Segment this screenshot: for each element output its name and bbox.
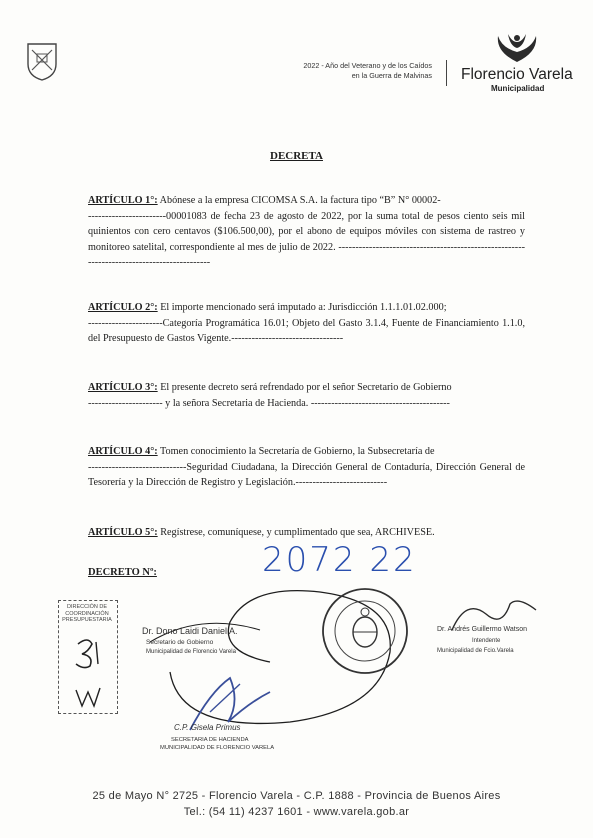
article-text: Tomen conocimiento la Secretaría de Gobierno, la Subsecretaría de -----------------------------Seguridad Ciudadana, la Dirección General de Contaduría, Dirección General de Tesorería y la Dirección de Registro y Legislación.---------------------------: [88, 446, 525, 488]
signer-2-name: C.P. Gisela Primus: [174, 723, 241, 732]
decree-label: DECRETO Nº:: [88, 567, 157, 578]
article-3: [88, 380, 525, 411]
footer-address: 25 de Mayo N° 2725 - Florencio Varela - C.P. 1888 - Provincia de Buenos Aires: [92, 790, 501, 802]
footer-contact: Tel.: (54 11) 4237 1601 - www.varela.gob.ar: [183, 806, 410, 818]
municipality-logo-icon: [494, 30, 540, 64]
motto-line-2: en la Guerra de Malvinas: [351, 71, 432, 80]
budget-stamp-text: DIRECCIÓN DE COORDINACIÓN PRESUPUESTARIA: [62, 604, 112, 623]
signature-scribble-3: [446, 594, 546, 644]
signer-3-role: Intendente: [472, 638, 501, 644]
municipality-name: Florencio Varela: [461, 66, 573, 83]
article-text: El presente decreto será refrendado por el señor Secretario de Gobierno ---------------------- y la señora Secretaria de Hacienda. -----------------------------------------: [88, 382, 452, 409]
signer-1-org: Municipalidad de Florencio Varela: [146, 649, 236, 655]
official-seal-icon: [320, 586, 410, 676]
document-title: DECRETA: [270, 150, 323, 162]
signer-3-org: Municipalidad de Fcio.Varela: [437, 648, 514, 654]
article-text: Regístrese, comuníquese, y cumplimentado que sea, ARCHIVESE.: [157, 527, 435, 538]
municipality-subtitle: Municipalidad: [491, 84, 545, 93]
article-5: [88, 525, 525, 541]
signer-2-org: MUNICIPALIDAD DE FLORENCIO VARELA: [160, 745, 275, 751]
article-1: [88, 193, 525, 271]
article-heading: ARTÍCULO 5°:: [88, 527, 158, 538]
motto-line-1: 2022 - Año del Veterano y de los Caídos: [303, 61, 432, 70]
header-divider: [446, 60, 447, 86]
article-text: Abónese a la empresa CICOMSA S.A. la factura tipo “B” N° 00002- -----------------------00001083 de fecha 23 de agosto de 2022, por la suma total de pesos ciento seis mil quinientos con cero centavos ($106.500,00), por el abono de equipos móviles con sistema de rastreo y monitoreo satelital, correspondiente al mes de julio de 2022. -------------------------------------------------------------------------------------------: [88, 195, 525, 268]
article-heading: ARTÍCULO 4°:: [88, 446, 158, 457]
article-heading: ARTÍCULO 3°:: [88, 382, 158, 393]
article-2: [88, 300, 525, 347]
signer-2-role: SECRETARIA DE HACIENDA: [171, 737, 249, 743]
coat-of-arms-icon: [26, 42, 58, 82]
handwritten-initials: [68, 634, 108, 714]
year-motto: [236, 61, 432, 81]
signer-1-name: Dr. Dono Laidi Daniel A.: [142, 626, 238, 636]
article-heading: ARTÍCULO 2°:: [88, 302, 158, 313]
decree-number-stamp: 2072 22: [262, 540, 417, 580]
article-4: [88, 444, 525, 491]
signer-3-name: Dr. Andrés Guillermo Watson: [437, 626, 527, 633]
article-text: El importe mencionado será imputado a: Jurisdicción 1.1.1.01.02.000; ----------------------Categoría Programática 16.01; Objeto del Gasto 3.1.4, Fuente de Financiamiento 1.1.0, del Presupuesto de Gastos Vigente.---------------------------------: [88, 302, 525, 344]
article-heading: ARTÍCULO 1°:: [88, 195, 158, 206]
signer-1-role: Secretario de Gobierno: [146, 639, 214, 646]
